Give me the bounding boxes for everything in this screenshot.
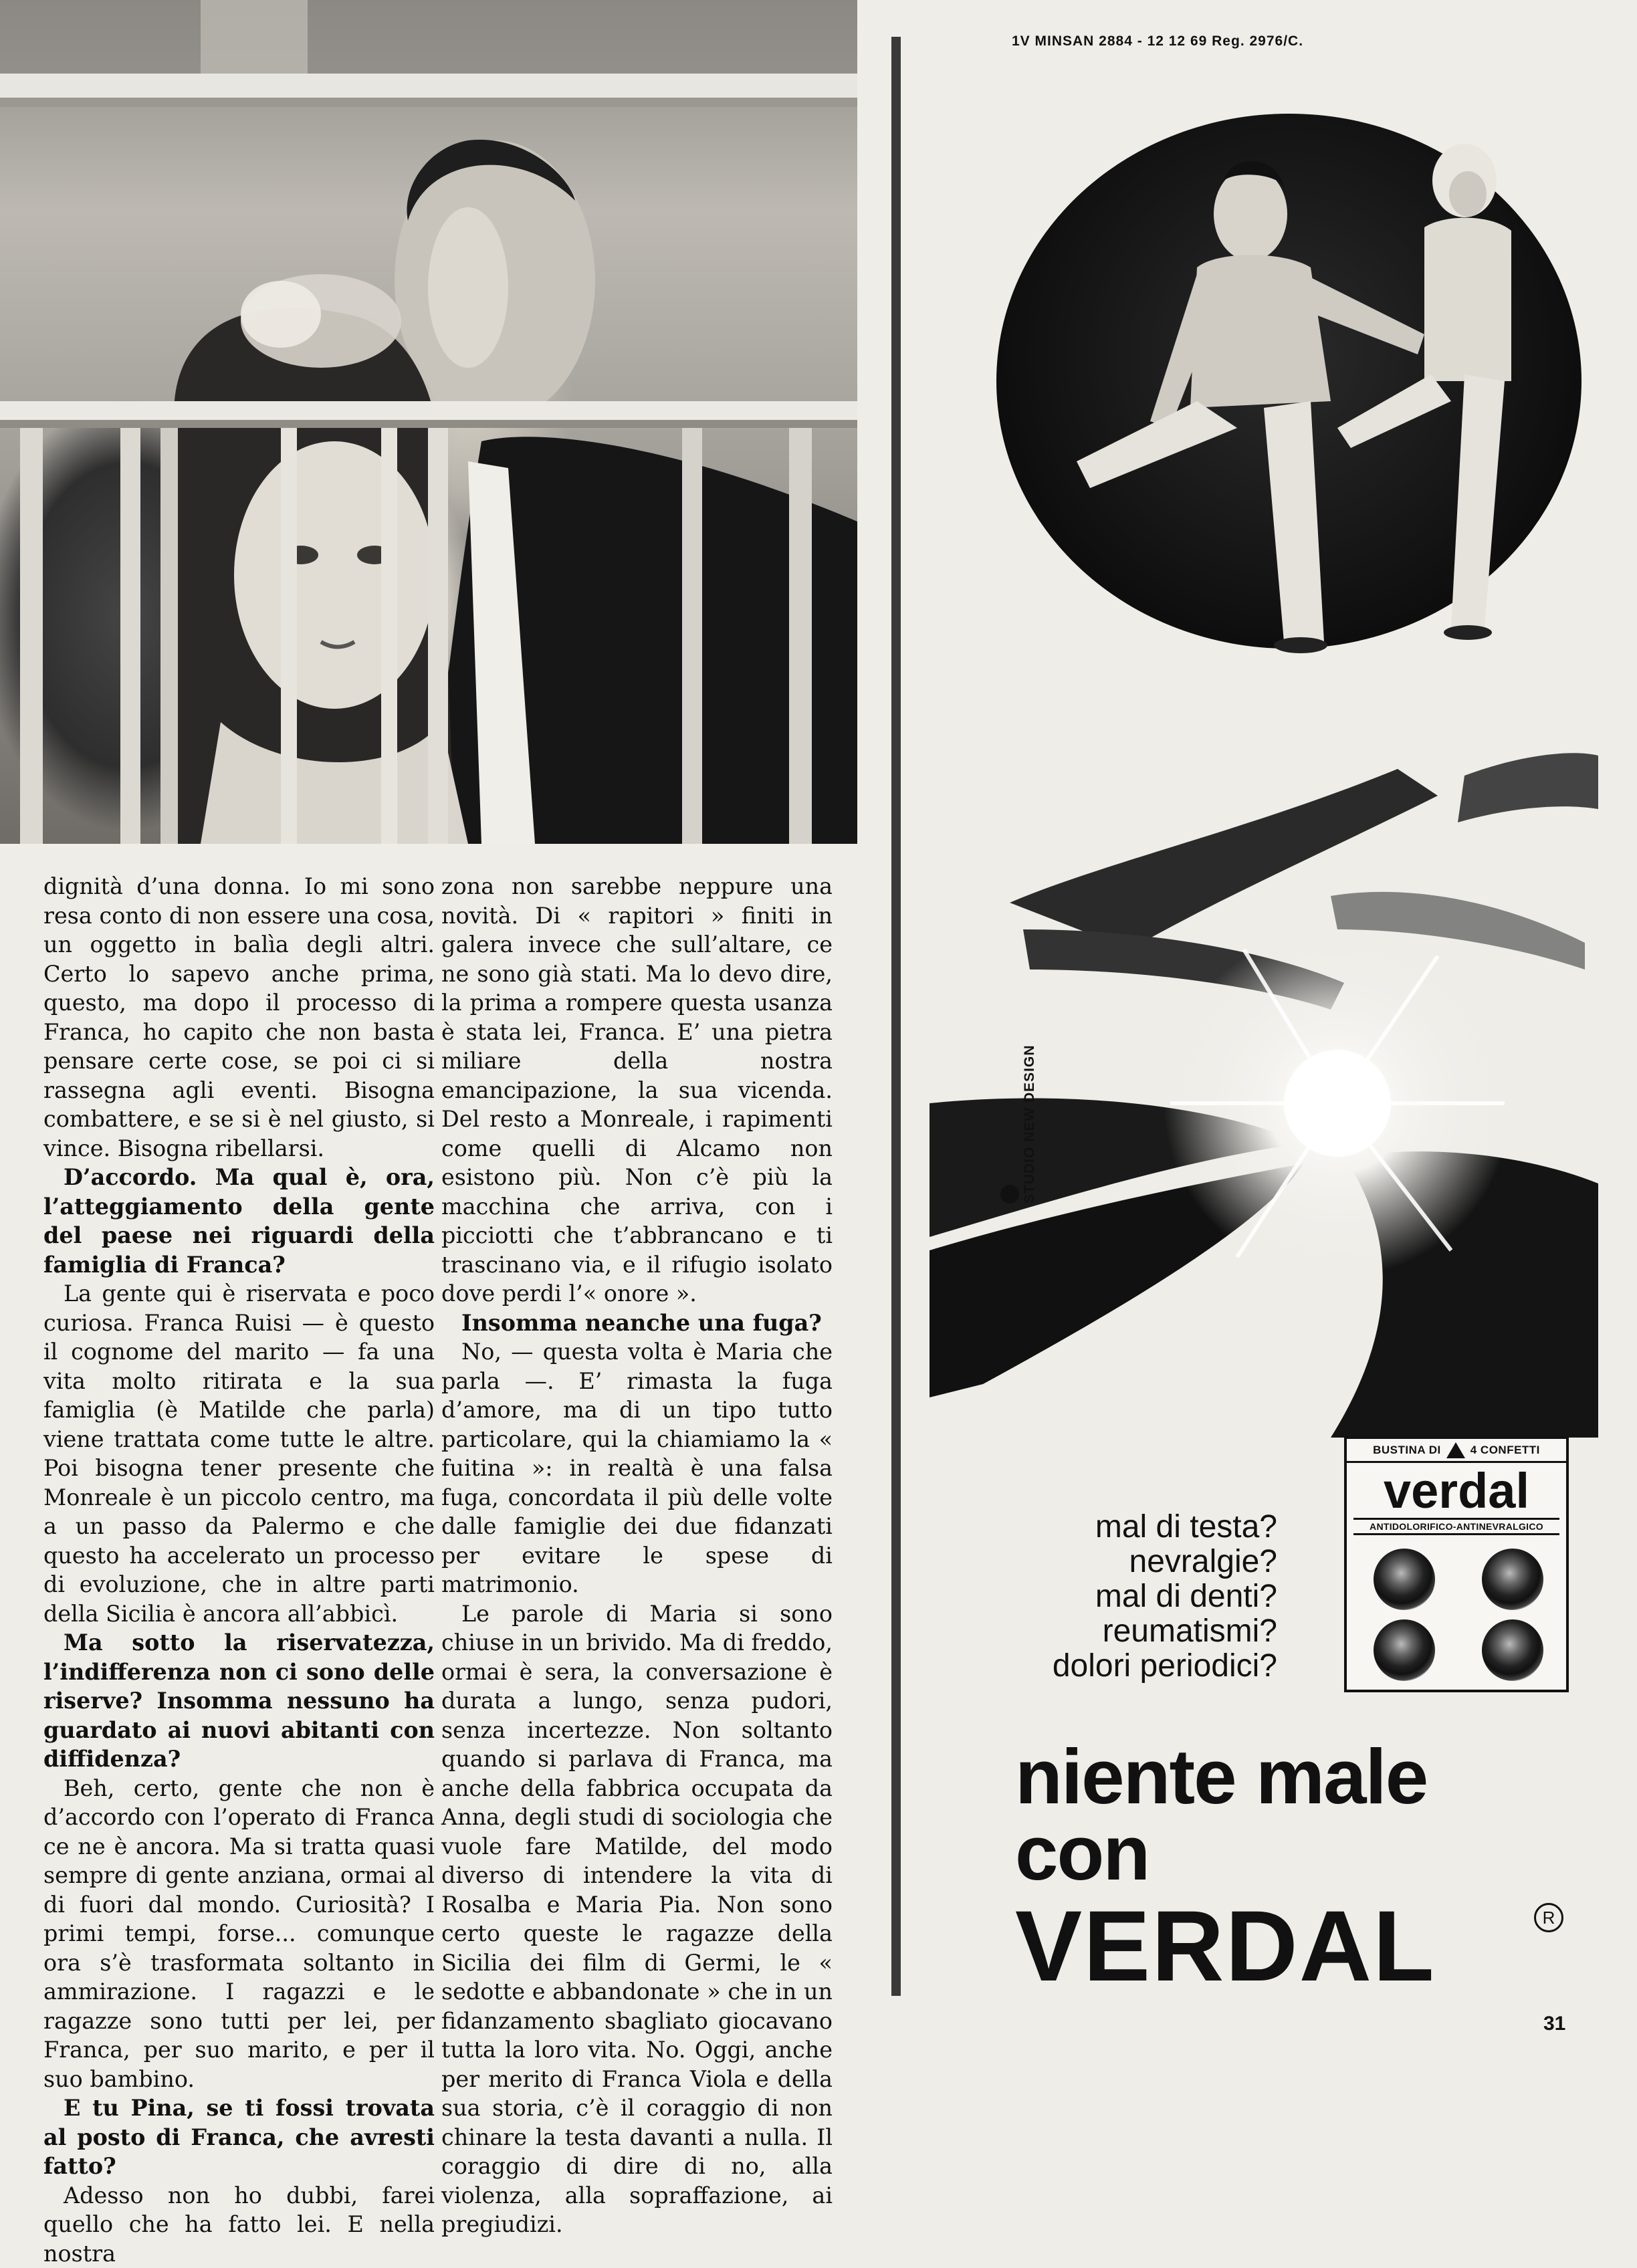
tablet-grid — [1347, 1535, 1566, 1681]
slogan-line: niente male — [1015, 1738, 1427, 1815]
tablet-icon — [1482, 1619, 1543, 1681]
dancers-photo — [996, 114, 1581, 649]
symptom-item: nevralgie? — [1053, 1545, 1277, 1579]
symptom-item: dolori periodici? — [1053, 1649, 1277, 1684]
symptom-item: mal di denti? — [1053, 1579, 1277, 1614]
tablet-icon — [1374, 1619, 1435, 1681]
triangle-icon — [1446, 1442, 1465, 1458]
box-header-right: 4 CONFETTI — [1470, 1444, 1540, 1457]
interview-question: E tu Pina, se ti fossi trovata al posto di Franca, che avresti fatto? — [43, 2093, 435, 2181]
interview-question: Ma sotto la riservatezza, l’indifferenza non ci sono delle riserve? Insomma nessuno ha guardato ai nuovi abitanti con diffidenza? — [43, 1628, 435, 1774]
product-box — [1344, 1436, 1569, 1692]
box-header — [1347, 1439, 1566, 1463]
article-paragraph: Le parole di Maria si sono chiuse in un brivido. Ma di freddo, ormai è sera, la conversazione è durata a lungo, senza pudori, senza incertezze. Non soltanto quando si parlava di Franca, ma anche della fabbrica occupata da Anna, degli studi di sociologia che vuole fare Matilde, del modo diverso di intendere la vita di Rosalba e Maria Pia. Non sono certo queste le ragazze della Sicilia dei film di Germi, le « sedotte e abbandonate » che in un fidanzamento sbagliato giocavano tutta la loro vita. No. Oggi, anche per merito di Franca Viola e della sua storia, c’è il coraggio di non chinare la testa davanti a nulla. Il coraggio di dire di no, alla violenza, alla sopraffazione, ai pregiudizi. — [441, 1599, 833, 2239]
page-number: 31 — [1543, 2013, 1565, 2035]
studio-logo-icon — [1000, 1185, 1019, 1204]
registered-mark: R — [1534, 1903, 1563, 1932]
wedding-photo — [0, 0, 857, 844]
article-column-1 — [43, 872, 435, 2268]
tablet-icon — [1482, 1549, 1543, 1610]
box-header-left: BUSTINA DI — [1373, 1444, 1441, 1457]
symptom-list — [1053, 1510, 1277, 1684]
symptom-item: reumatismi? — [1053, 1614, 1277, 1649]
slogan-line: con — [1015, 1815, 1427, 1891]
wedding-photo-scene — [0, 0, 857, 844]
symptom-item: mal di testa? — [1053, 1510, 1277, 1545]
column-divider — [891, 37, 901, 1996]
tablet-icon — [1374, 1549, 1435, 1610]
article-paragraph: dignità d’una donna. Io mi sono resa conto di non essere una cosa, un oggetto in balìa degli altri. Certo lo sapevo anche prima, questo, ma dopo il processo di Franca, ho capito che non basta pensare certe cose, se poi ci si rassegna agli eventi. Bisogna combattere, e se si è nel giusto, si vince. Bisogna ribellarsi. — [43, 872, 435, 1163]
box-subtitle: ANTIDOLORIFICO-ANTINEVRALGICO — [1353, 1518, 1559, 1535]
article-paragraph: No, — questa volta è Maria che parla —. E’ rimasta la fuga d’amore, ma di un tipo tutto particolare, qui la chiamiamo la « fuitina »: in realtà è una falsa fuga, concordata il più delle volte dalle famiglie dei due fidanzati per evitare le spese di matrimonio. — [441, 1337, 833, 1599]
article-paragraph: Adesso non ho dubbi, farei quello che ha fatto lei. E nella nostra — [43, 2181, 435, 2268]
box-brand: verdal — [1347, 1464, 1566, 1518]
studio-credit: STUDIO NEW DESIGN — [1022, 1044, 1038, 1204]
ad-slogan — [1015, 1738, 1427, 1891]
brand-wordmark: VERDAL — [1015, 1896, 1436, 1996]
article-paragraph: Beh, certo, gente che non è d’accordo con l’operato di Franca ce ne è ancora. Ma si tratta quasi sempre di gente anziana, ormai al di fuori dal mondo. Curiosità? I primi tempi, forse... comunque ora s’è trasformata soltanto in ammirazione. I ragazzi e le ragazze sono tutti per lei, per Franca, per suo marito, e per il suo bambino. — [43, 1774, 435, 2094]
article-paragraph: zona non sarebbe neppure una novità. Di « rapitori » finiti in galera invece che sull’altare, ce ne sono già stati. Ma lo devo dire, la prima a rompere questa usanza è stata lei, Franca. E’ una pietra miliare della nostra emancipazione, la sua vicenda. Del resto a Monreale, i rapimenti come quelli di Alcamo non esistono più. Non c’è più la macchina che arriva, con i picciotti che t’abbrancano e ti trascinano via, e il rifugio isolato dove perdi l’« onore ». — [441, 872, 833, 1309]
regulatory-code: 1V MINSAN 2884 - 12 12 69 Reg. 2976/C. — [1012, 33, 1303, 49]
article-paragraph: La gente qui è riservata e poco curiosa. Franca Ruisi — è questo il cognome del marito — fa una vita molto ritirata e la sua famiglia (è Matilde che parla) viene trattata come tutte le altre. Poi bisogna tener presente che Monreale è un piccolo centro, ma a un passo da Palermo e che questo ha accelerato un processo di evoluzione, che in altre parti della Sicilia è ancora all’abbicì. — [43, 1279, 435, 1628]
interview-question: Insomma neanche una fuga? — [441, 1309, 833, 1338]
interview-question: D’accordo. Ma qual è, ora, l’atteggiamento della gente del paese nei riguardi della famiglia di Franca? — [43, 1163, 435, 1279]
article-column-2 — [441, 872, 833, 2239]
dancers-figures — [996, 114, 1581, 649]
